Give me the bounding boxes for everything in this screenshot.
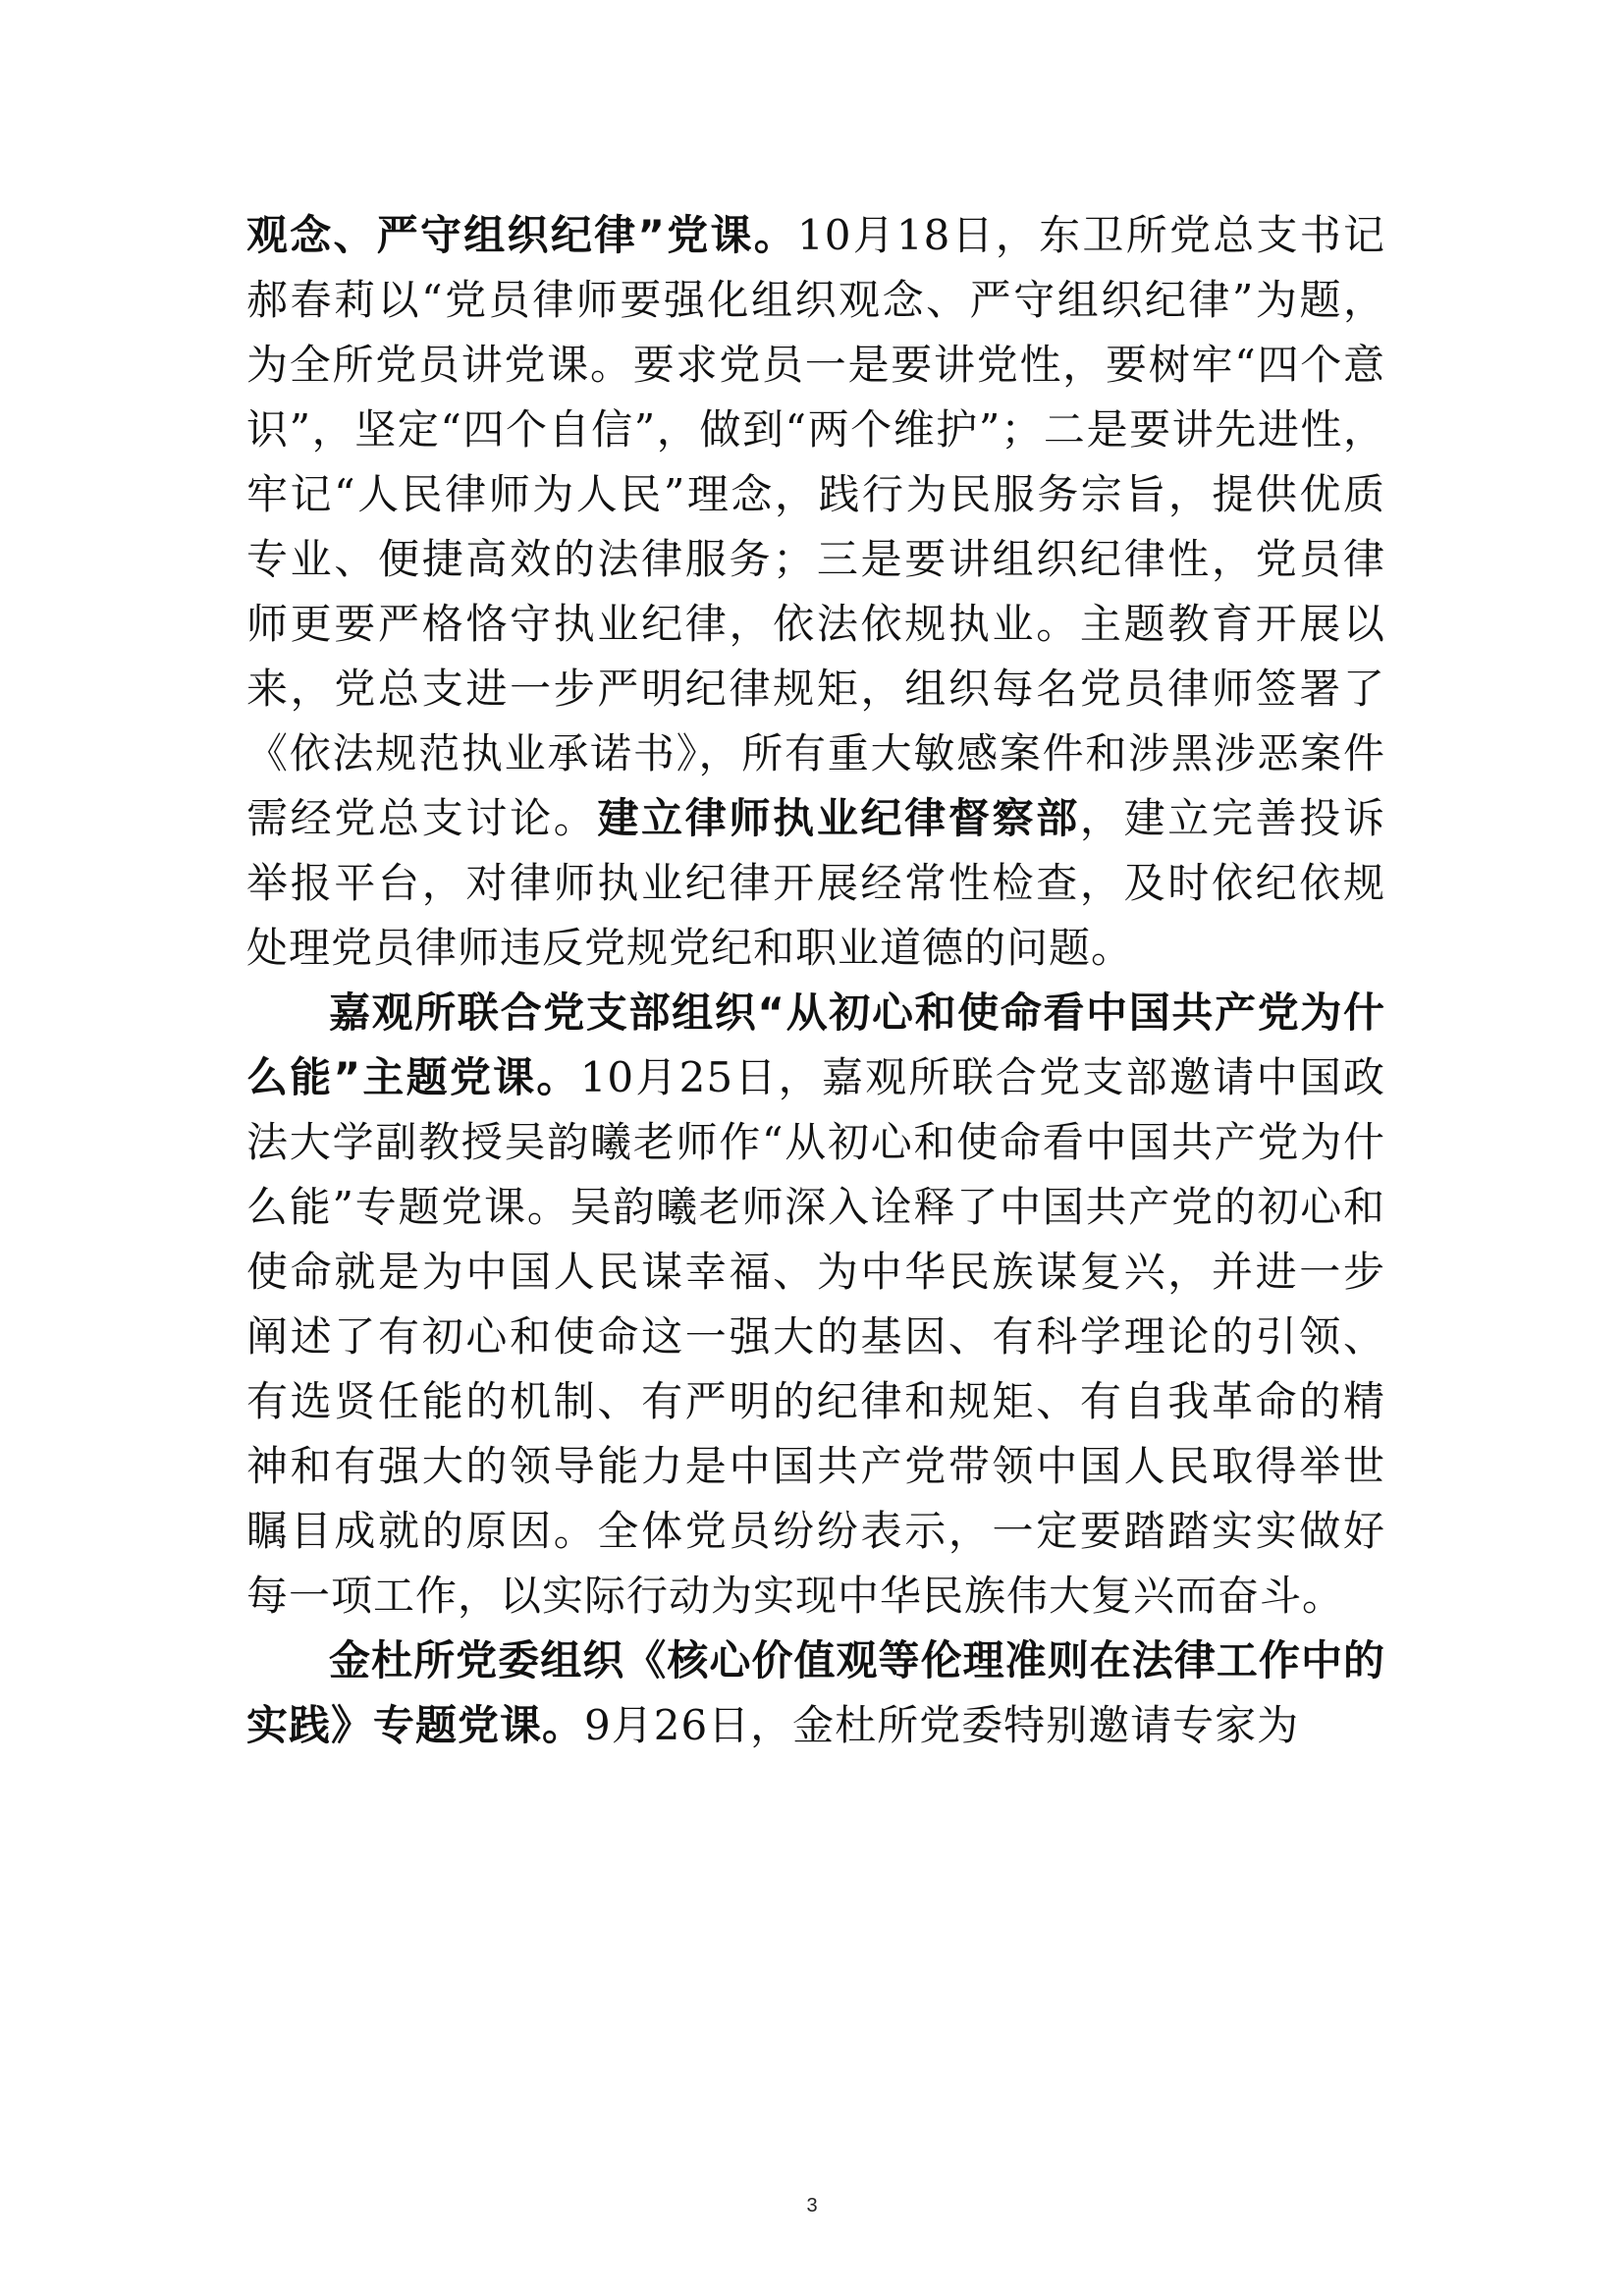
bold-heading-run: 观念、严守组织纪律”党课。 — [246, 211, 797, 259]
paragraph-dongwei — [246, 203, 1385, 981]
paragraph-jindu — [246, 1629, 1385, 1758]
page-number: 3 — [806, 2195, 818, 2216]
body-text-run: 9月26日，金杜所党委特别邀请专家为 — [584, 1701, 1300, 1749]
document-body — [246, 203, 1385, 1758]
body-text-run: 10月25日，嘉观所联合党支部邀请中国政法大学副教授吴韵曦老师作“从初心和使命看中国共产党为什么能”专题党课。吴韵曦老师深入诠释了中国共产党的初心和使命就是为中国人民谋幸福、为中华民族谋复兴，并进一步阐述了有初心和使命这一强大的基因、有科学理论的引领、有选贤任能的机制、有严明的纪律和规矩、有自我革命的精神和有强大的领导能力是中国共产党带领中国人民取得举世瞩目成就的原因。全体党员纷纷表示，一定要踏踏实实做好每一项工作，以实际行动为实现中华民族伟大复兴而奋斗。 — [246, 1053, 1385, 1620]
bold-emphasis-run: 建立律师执业纪律督察部 — [597, 794, 1080, 842]
body-text-run: 10月18日，东卫所党总支书记郝春莉以“党员律师要强化组织观念、严守组织纪律”为题，为全所党员讲党课。要求党员一是要讲党性，要树牢“四个意识”，坚定“四个自信”，做到“两个维护”；二是要讲先进性，牢记“人民律师为人民”理念，践行为民服务宗旨，提供优质专业、便捷高效的法律服务；三是要讲组织纪律性，党员律师更要严格恪守执业纪律，依法依规执业。主题教育开展以来，党总支进一步严明纪律规矩，组织每名党员律师签署了《依法规范执业承诺书》，所有重大敏感案件和涉黑涉恶案件需经党总支讨论。 — [246, 211, 1385, 842]
bold-heading-run: 嘉观所联合党支部组织“从初心和使命看中国共产党为什么能”主题党课。 — [246, 988, 1385, 1101]
paragraph-jiaguan — [246, 981, 1385, 1629]
bold-heading-run: 金杜所党委组织《核心价值观等伦理准则在法律工作中的实践》专题党课。 — [246, 1636, 1385, 1749]
body-text-run: ，建立完善投诉举报平台，对律师执业纪律开展经常性检查，及时依纪依规处理党员律师违反党规党纪和职业道德的问题。 — [246, 794, 1385, 972]
